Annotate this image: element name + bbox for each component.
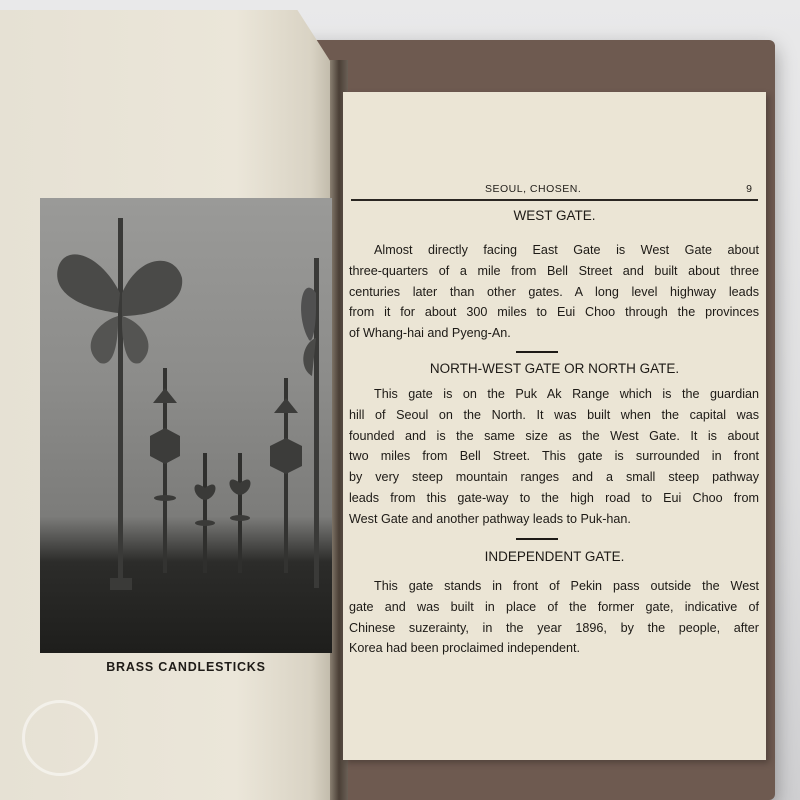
text-line: centuries later than other gates. A long level highway leads (349, 284, 759, 299)
text-line: hill of Seoul on the North. It was built when the capital was (349, 407, 759, 422)
text-line: founded and is the same size as the West Gate. It is about (349, 428, 759, 443)
section-paragraph (349, 384, 759, 530)
text-line: Almost directly facing East Gate is West Gate about (374, 243, 759, 257)
section-divider (516, 538, 558, 540)
section-divider (516, 351, 558, 353)
section-heading: WEST GATE. (513, 208, 596, 223)
text-line: leads from this gate-way to the high road to Eui Choo from (349, 490, 759, 505)
page-number: 9 (746, 183, 752, 195)
photo-caption: BRASS CANDLESTICKS (106, 660, 266, 674)
text-line: West Gate and another pathway leads to Puk-han. (349, 511, 631, 526)
text-line: This gate stands in front of Pekin pass outside the West (374, 579, 759, 593)
text-line: two miles from Bell Street. This gate is surrounded in front (349, 449, 759, 464)
section-paragraph (349, 240, 759, 344)
text-line: gate and was built in place of the former gate, indicative of (349, 599, 759, 614)
text-line: three-quarters of a mile from Bell Street and built about three (349, 263, 759, 278)
text-line: by very steep mountain ranges and a small steep pathway (349, 470, 759, 485)
candlesticks-illustration (40, 198, 332, 653)
running-head-title: SEOUL, CHOSEN. (485, 183, 582, 195)
section-paragraph (349, 576, 759, 659)
section-heading: INDEPENDENT GATE. (484, 549, 625, 564)
text-line: from it for about 300 miles to Eui Choo through the provinces (349, 305, 759, 320)
seal-watermark (22, 700, 98, 776)
section-heading: NORTH-WEST GATE OR NORTH GATE. (429, 361, 680, 376)
text-line: Korea had been proclaimed independent. (349, 641, 581, 656)
text-line: Chinese suzerainty, in the year 1896, by the people, after (349, 620, 759, 635)
text-line: This gate is on the Puk Ak Range which is the guardian (374, 387, 759, 401)
text-line: of Whang-hai and Pyeng-An. (349, 326, 511, 341)
page-body (343, 0, 766, 800)
candlesticks-photo (40, 198, 332, 653)
